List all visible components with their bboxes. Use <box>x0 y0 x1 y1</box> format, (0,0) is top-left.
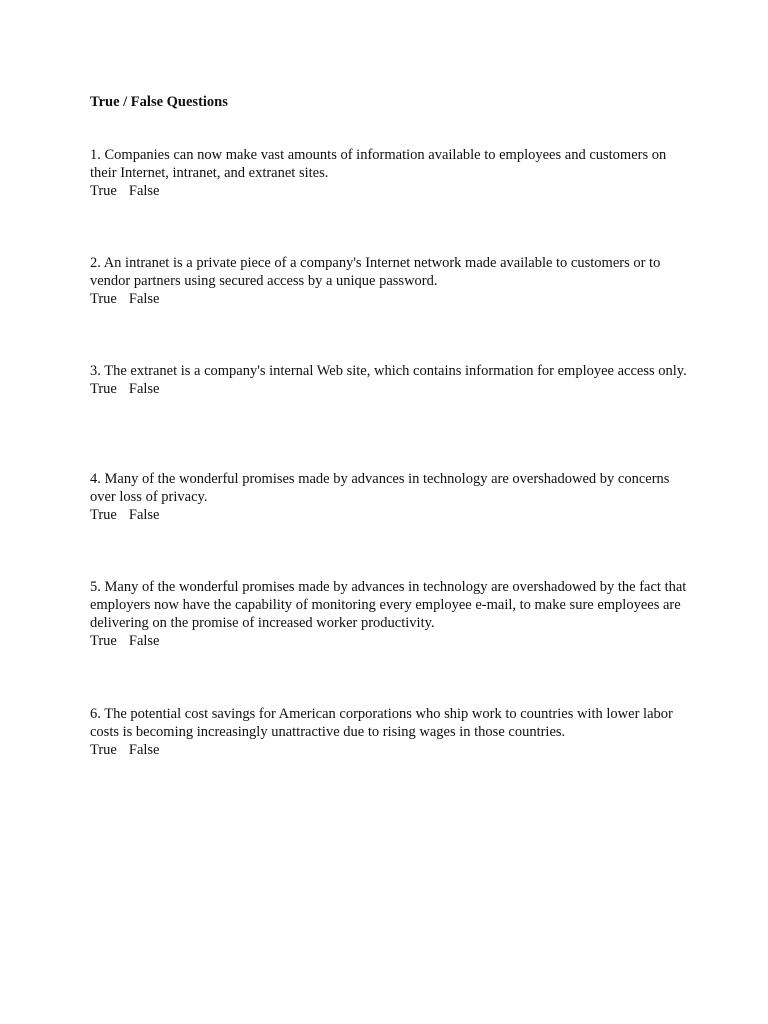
false-option[interactable]: False <box>128 291 160 307</box>
answer-options <box>90 182 690 200</box>
true-option[interactable]: True <box>90 183 117 199</box>
question-2 <box>90 254 690 308</box>
false-option[interactable]: False <box>128 381 160 397</box>
true-option[interactable]: True <box>90 381 117 397</box>
question-text: 2. An intranet is a private piece of a company's Internet network made available to customers or to vendor partners using secured access by a unique password. <box>90 255 661 289</box>
true-option[interactable]: True <box>90 507 117 523</box>
question-3 <box>90 362 690 398</box>
page-title: True / False Questions <box>90 94 228 110</box>
false-option[interactable]: False <box>128 507 160 523</box>
question-6 <box>90 705 690 759</box>
true-option[interactable]: True <box>90 291 117 307</box>
question-1 <box>90 146 690 200</box>
question-text: 6. The potential cost savings for American corporations who ship work to countries with lower labor costs is becoming increasingly unattractive due to rising wages in those countries. <box>90 706 673 740</box>
question-text: 4. Many of the wonderful promises made by advances in technology are overshadowed by concerns over loss of privacy. <box>90 471 670 505</box>
question-text: 5. Many of the wonderful promises made by advances in technology are overshadowed by the fact that employers now have the capability of monitoring every employee e-mail, to make sure employees are delivering on the promise of increased worker productivity. <box>90 579 687 631</box>
answer-options <box>90 741 690 759</box>
answer-options <box>90 290 690 308</box>
answer-options <box>90 632 690 650</box>
true-option[interactable]: True <box>90 633 117 649</box>
false-option[interactable]: False <box>128 633 160 649</box>
false-option[interactable]: False <box>128 742 160 758</box>
false-option[interactable]: False <box>128 183 160 199</box>
question-4 <box>90 470 690 524</box>
question-text: 1. Companies can now make vast amounts of information available to employees and customers on their Internet, intranet, and extranet sites. <box>90 147 667 181</box>
question-5 <box>90 578 690 650</box>
answer-options <box>90 380 690 398</box>
answer-options <box>90 506 690 524</box>
question-text: 3. The extranet is a company's internal Web site, which contains information for employee access only. <box>90 363 687 379</box>
true-option[interactable]: True <box>90 742 117 758</box>
